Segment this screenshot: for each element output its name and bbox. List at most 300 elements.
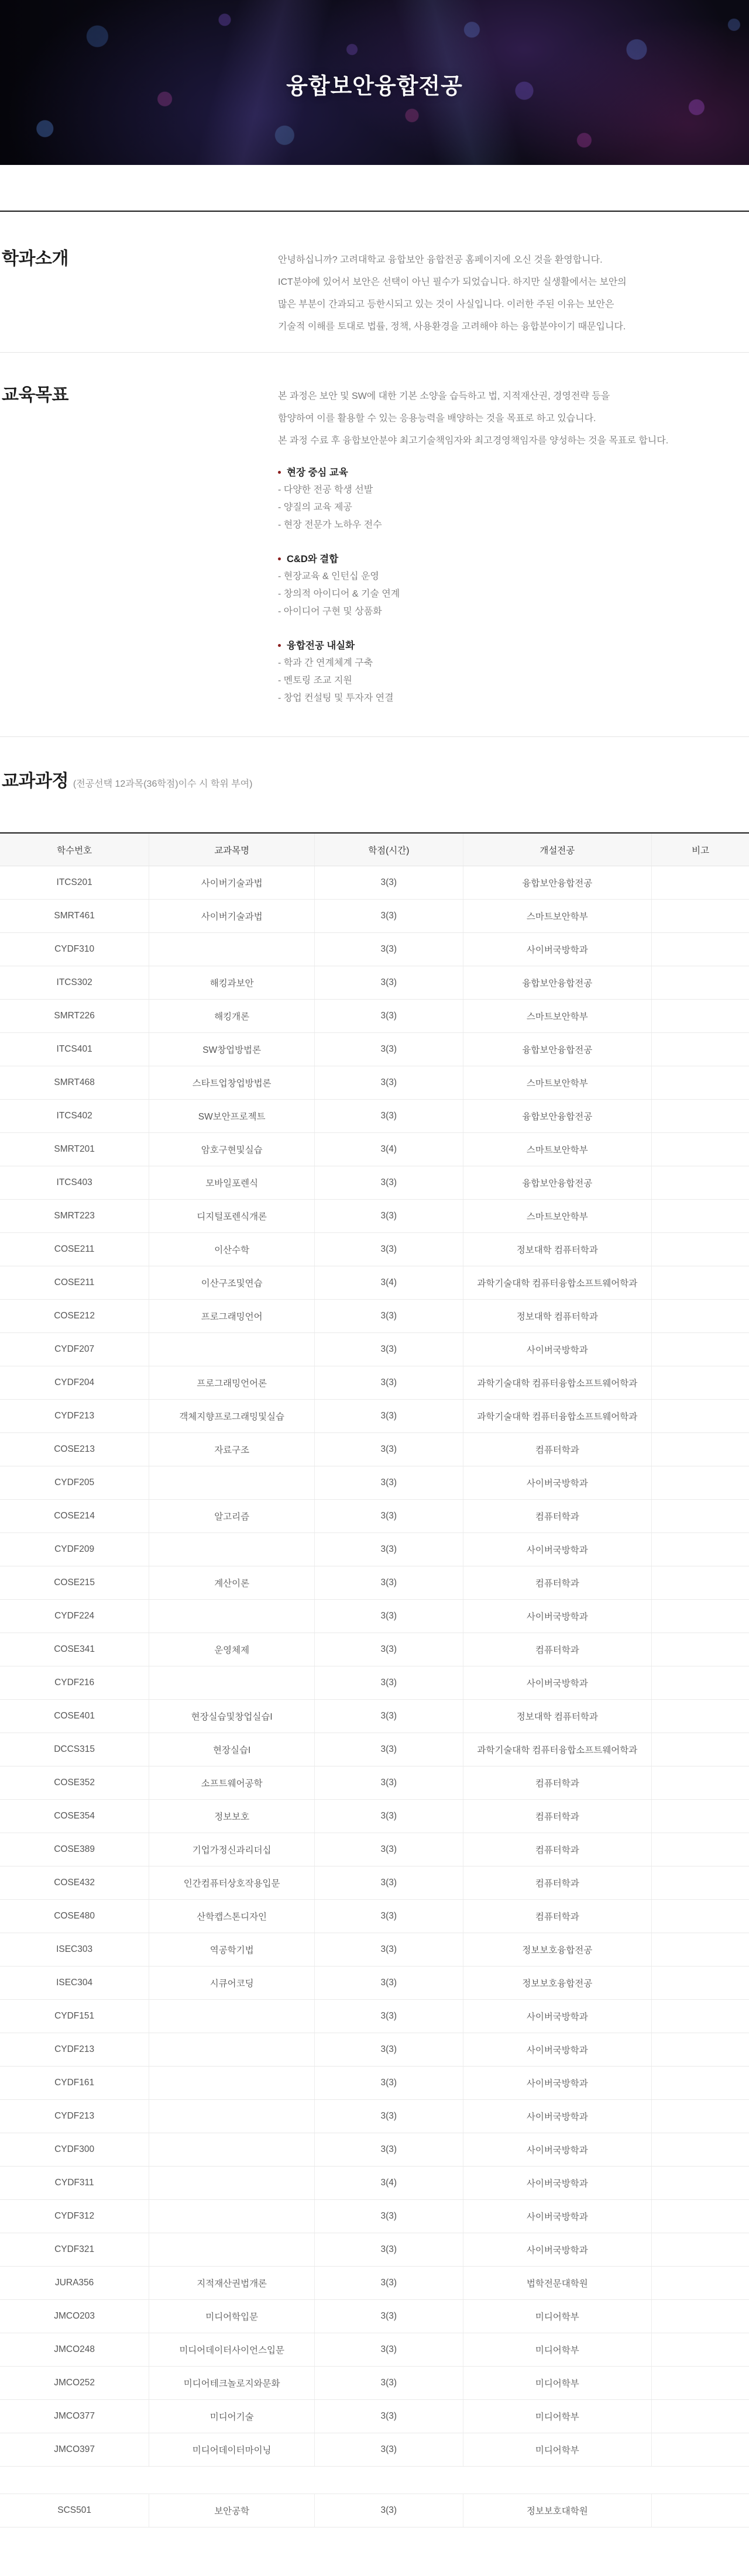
- cell-course-code: SMRT461: [0, 900, 149, 933]
- cell-credits: 3(3): [315, 1666, 463, 1700]
- course-row: [0, 1233, 749, 1266]
- cell-note: [652, 1833, 749, 1866]
- cell-course-code: CYDF204: [0, 1366, 149, 1400]
- cell-course-name: 미디어기술: [149, 2400, 315, 2433]
- cell-note: [652, 2100, 749, 2133]
- cell-credits: 3(3): [315, 1933, 463, 1967]
- cell-credits: 3(3): [315, 1900, 463, 1933]
- cell-course-code: ITCS402: [0, 1100, 149, 1133]
- course-row: [0, 1700, 749, 1733]
- cell-credits: 3(3): [315, 1600, 463, 1633]
- cell-major: 스마트보안학부: [463, 900, 652, 933]
- course-row: [0, 1066, 749, 1100]
- course-row: [0, 900, 749, 933]
- cell-course-code: COSE389: [0, 1833, 149, 1866]
- cell-course-code: COSE480: [0, 1900, 149, 1933]
- cell-note: [652, 1466, 749, 1500]
- curriculum-heading: 교과과정: [2, 772, 68, 791]
- goal-item: - 멘토링 조교 지원: [278, 676, 352, 686]
- course-row: [0, 1033, 749, 1066]
- cell-note: [652, 2267, 749, 2300]
- cell-course-code: SMRT468: [0, 1066, 149, 1100]
- cell-course-name: 계산이론: [149, 1566, 315, 1600]
- cell-course-code: CYDF161: [0, 2067, 149, 2100]
- cell-course-name: 기업가정신과리더십: [149, 1833, 315, 1866]
- cell-course-name: [149, 1333, 315, 1366]
- cell-major: 정보대학 컴퓨터학과: [463, 1233, 652, 1266]
- cell-course-code: CYDF209: [0, 1533, 149, 1566]
- course-row: [0, 1300, 749, 1333]
- cell-credits: 3(3): [315, 1733, 463, 1766]
- course-row: [0, 1100, 749, 1133]
- cell-note: [652, 1533, 749, 1566]
- course-row: [0, 1333, 749, 1366]
- course-row: [0, 1666, 749, 1700]
- course-table: [0, 832, 749, 2467]
- course-row: [0, 1200, 749, 1233]
- cell-major: 컴퓨터학과: [463, 1800, 652, 1833]
- goal-group-field-education: [278, 464, 749, 534]
- cell-credits: 3(3): [315, 2100, 463, 2133]
- cell-course-code: COSE352: [0, 1766, 149, 1800]
- course-row: [0, 1166, 749, 1200]
- cell-note: [652, 2200, 749, 2233]
- cell-course-code: COSE354: [0, 1800, 149, 1833]
- section-goals: [0, 353, 749, 736]
- cell-credits: 3(3): [315, 1466, 463, 1500]
- cell-course-code: JMCO248: [0, 2333, 149, 2367]
- cell-course-name: [149, 2033, 315, 2067]
- cell-course-code: CYDF213: [0, 2100, 149, 2133]
- cell-course-name: 운영체제: [149, 1633, 315, 1666]
- course-row: [0, 1566, 749, 1600]
- cell-note: [652, 1200, 749, 1233]
- cell-course-name: 역공학기법: [149, 1933, 315, 1967]
- cell-credits: 3(3): [315, 1166, 463, 1200]
- cell-course-name: SW창업방법론: [149, 1033, 315, 1066]
- cell-course-name: 해킹개론: [149, 1000, 315, 1033]
- cell-credits: 3(3): [315, 1300, 463, 1333]
- cell-major: 사이버국방학과: [463, 2233, 652, 2267]
- cell-course-name: 객체지향프로그래밍및실습: [149, 1400, 315, 1433]
- cell-course-code: COSE341: [0, 1633, 149, 1666]
- cell-credits: 3(3): [315, 2200, 463, 2233]
- cell-credits: 3(3): [315, 2067, 463, 2100]
- cell-credits: 3(3): [315, 966, 463, 1000]
- course-table-header: [0, 833, 749, 866]
- cell-course-code: JMCO377: [0, 2400, 149, 2433]
- cell-credits: 3(3): [315, 1700, 463, 1733]
- cell-major: 미디어학부: [463, 2367, 652, 2400]
- course-row: [0, 1866, 749, 1900]
- goal-group-cnd: [278, 550, 749, 621]
- cell-major: 스마트보안학부: [463, 1200, 652, 1233]
- cell-course-code: JMCO203: [0, 2300, 149, 2333]
- cell-course-code: SMRT201: [0, 1133, 149, 1166]
- cell-major: 과학기술대학 컴퓨터융합소프트웨어학과: [463, 1266, 652, 1300]
- cell-note: [652, 2000, 749, 2033]
- cell-major: 컴퓨터학과: [463, 1633, 652, 1666]
- course-row: [0, 1366, 749, 1400]
- cell-credits: 3(4): [315, 2167, 463, 2200]
- course-row: [0, 2333, 749, 2367]
- cell-credits: 3(3): [315, 2400, 463, 2433]
- cell-note: [652, 1800, 749, 1833]
- cell-credits: 3(3): [315, 1766, 463, 1800]
- cell-course-name: 암호구현및실습: [149, 1133, 315, 1166]
- cell-note: [652, 1766, 749, 1800]
- course-row: [0, 2133, 749, 2167]
- course-row: [0, 2167, 749, 2200]
- goal-item: - 학과 간 연계체계 구축: [278, 658, 373, 668]
- cell-course-name: 사이버기술과법: [149, 900, 315, 933]
- cell-major: 스마트보안학부: [463, 1133, 652, 1166]
- cell-credits: 3(3): [315, 2267, 463, 2300]
- bullet-icon: [278, 471, 281, 474]
- cell-course-code: COSE212: [0, 1300, 149, 1333]
- goal-group-title: [278, 637, 749, 655]
- cell-note: [652, 1967, 749, 2000]
- cell-major: 미디어학부: [463, 2333, 652, 2367]
- goals-text-line: 함양하여 이를 활용할 수 있는 응용능력을 배양하는 것을 목표로 하고 있습니다.: [278, 414, 596, 423]
- cell-major: 융합보안융합전공: [463, 1166, 652, 1200]
- goals-heading: 교육목표: [2, 385, 68, 405]
- goal-item: - 양질의 교육 제공: [278, 502, 352, 512]
- cell-note: [652, 1300, 749, 1333]
- cell-course-code: ISEC303: [0, 1933, 149, 1967]
- col-header-note: 비고: [652, 833, 749, 866]
- cell-note: [652, 1600, 749, 1633]
- cell-major: 컴퓨터학과: [463, 1433, 652, 1466]
- cell-course-name: 사이버기술과법: [149, 866, 315, 900]
- cell-course-name: 시큐어코딩: [149, 1967, 315, 2000]
- cell-credits: 3(3): [315, 2333, 463, 2367]
- cell-major: 융합보안융합전공: [463, 1033, 652, 1066]
- cell-credits: 3(3): [315, 2000, 463, 2033]
- cell-major: 컴퓨터학과: [463, 1900, 652, 1933]
- cell-major: 사이버국방학과: [463, 2100, 652, 2133]
- cell-major: 정보대학 컴퓨터학과: [463, 1700, 652, 1733]
- cell-course-code: CYDF310: [0, 933, 149, 966]
- goal-item: - 다양한 전공 학생 선발: [278, 485, 373, 495]
- cell-note: [652, 2494, 749, 2527]
- cell-major: 정보보호대학원: [463, 2494, 652, 2527]
- cell-course-name: SW보안프로젝트: [149, 1100, 315, 1133]
- course-row: [0, 2300, 749, 2333]
- cell-major: 컴퓨터학과: [463, 1500, 652, 1533]
- cell-major: 융합보안융합전공: [463, 866, 652, 900]
- cell-course-code: JMCO397: [0, 2433, 149, 2467]
- cell-course-name: 보안공학: [149, 2494, 315, 2527]
- cell-note: [652, 1000, 749, 1033]
- goal-item: - 아이디어 구현 및 상품화: [278, 607, 382, 617]
- hero-banner: [0, 0, 749, 165]
- cell-course-code: SMRT223: [0, 1200, 149, 1233]
- cell-credits: 3(3): [315, 900, 463, 933]
- cell-course-name: 미디어데이터마이닝: [149, 2433, 315, 2467]
- cell-major: 스마트보안학부: [463, 1000, 652, 1033]
- cell-course-name: 미디어데이터사이언스입문: [149, 2333, 315, 2367]
- cell-major: 과학기술대학 컴퓨터융합소프트웨어학과: [463, 1400, 652, 1433]
- cell-major: 사이버국방학과: [463, 2133, 652, 2167]
- cell-major: 융합보안융합전공: [463, 966, 652, 1000]
- cell-course-name: 자료구조: [149, 1433, 315, 1466]
- course-row: [0, 1400, 749, 1433]
- cell-note: [652, 1233, 749, 1266]
- course-row: [0, 2200, 749, 2233]
- cell-major: 융합보안융합전공: [463, 1100, 652, 1133]
- cell-major: 법학전문대학원: [463, 2267, 652, 2300]
- cell-credits: 3(3): [315, 1500, 463, 1533]
- page-title: 융합보안융합전공: [286, 74, 463, 99]
- cell-major: 사이버국방학과: [463, 2000, 652, 2033]
- course-row: [0, 1133, 749, 1166]
- cell-credits: 3(3): [315, 1433, 463, 1466]
- cell-note: [652, 1433, 749, 1466]
- bottom-spacer: [0, 2527, 749, 2576]
- course-row: [0, 1266, 749, 1300]
- cell-note: [652, 1066, 749, 1100]
- goal-group-title-text: 융합전공 내실화: [287, 640, 355, 651]
- goal-group-title-text: C&D와 결합: [287, 554, 339, 564]
- bullet-icon: [278, 557, 281, 560]
- goal-item: - 창의적 아이디어 & 기술 연계: [278, 589, 400, 599]
- cell-major: 사이버국방학과: [463, 1466, 652, 1500]
- cell-course-name: 디지털포렌식개론: [149, 1200, 315, 1233]
- cell-course-name: 현장실습및창업실습I: [149, 1700, 315, 1733]
- cell-note: [652, 1933, 749, 1967]
- cell-course-code: CYDF216: [0, 1666, 149, 1700]
- cell-credits: 3(3): [315, 2494, 463, 2527]
- cell-course-code: JMCO252: [0, 2367, 149, 2400]
- cell-course-name: 미디어학입문: [149, 2300, 315, 2333]
- cell-credits: 3(4): [315, 1266, 463, 1300]
- bullet-icon: [278, 644, 281, 647]
- cell-course-code: ISEC304: [0, 1967, 149, 2000]
- cell-note: [652, 2067, 749, 2100]
- cell-course-name: 이산수학: [149, 1233, 315, 1266]
- cell-note: [652, 1266, 749, 1300]
- cell-course-code: ITCS401: [0, 1033, 149, 1066]
- course-row: [0, 1533, 749, 1566]
- cell-note: [652, 900, 749, 933]
- cell-course-name: [149, 1466, 315, 1500]
- cell-course-name: 스타트업창업방법론: [149, 1066, 315, 1100]
- goal-item: - 창업 컨설팅 및 투자자 연결: [278, 693, 394, 703]
- cell-course-name: [149, 1533, 315, 1566]
- cell-course-code: COSE214: [0, 1500, 149, 1533]
- cell-credits: 3(3): [315, 2233, 463, 2267]
- cell-course-name: [149, 2233, 315, 2267]
- cell-credits: 3(3): [315, 1233, 463, 1266]
- goal-group-title: [278, 550, 749, 568]
- intro-text-line: ICT분야에 있어서 보안은 선택이 아닌 필수가 되었습니다. 하지만 실생활에서는 보안의: [278, 277, 627, 287]
- intro-body: [278, 249, 749, 338]
- goals-body: [278, 385, 749, 707]
- cell-course-name: [149, 2167, 315, 2200]
- cell-credits: 3(3): [315, 1633, 463, 1666]
- course-row: [0, 966, 749, 1000]
- cell-note: [652, 1500, 749, 1533]
- cell-course-code: CYDF312: [0, 2200, 149, 2233]
- course-row: [0, 2400, 749, 2433]
- header-row: [0, 833, 749, 866]
- col-header-credits: 학점(시간): [315, 833, 463, 866]
- cell-course-name: 산학캡스톤디자인: [149, 1900, 315, 1933]
- cell-major: 정보대학 컴퓨터학과: [463, 1300, 652, 1333]
- course-row: [0, 866, 749, 900]
- cell-major: 컴퓨터학과: [463, 1833, 652, 1866]
- cell-credits: 3(3): [315, 2133, 463, 2167]
- cell-course-code: COSE211: [0, 1266, 149, 1300]
- cell-course-name: 알고리즘: [149, 1500, 315, 1533]
- course-table-body: [0, 866, 749, 2467]
- cell-credits: 3(3): [315, 1200, 463, 1233]
- cell-note: [652, 1033, 749, 1066]
- cell-course-code: CYDF300: [0, 2133, 149, 2167]
- course-row: [0, 2494, 749, 2527]
- cell-major: 미디어학부: [463, 2433, 652, 2467]
- goal-group-title-text: 현장 중심 교육: [287, 467, 348, 478]
- cell-note: [652, 2167, 749, 2200]
- cell-major: 사이버국방학과: [463, 1333, 652, 1366]
- cell-note: [652, 1666, 749, 1700]
- cell-major: 미디어학부: [463, 2300, 652, 2333]
- cell-course-code: COSE211: [0, 1233, 149, 1266]
- cell-major: 사이버국방학과: [463, 1533, 652, 1566]
- cell-course-code: JURA356: [0, 2267, 149, 2300]
- cell-credits: 3(3): [315, 2433, 463, 2467]
- cell-note: [652, 2033, 749, 2067]
- cell-note: [652, 2333, 749, 2367]
- curriculum-subtitle: (전공선택 12과목(36학점)이수 시 학위 부여): [73, 779, 253, 789]
- cell-note: [652, 966, 749, 1000]
- cell-note: [652, 2367, 749, 2400]
- cell-note: [652, 2400, 749, 2433]
- cell-note: [652, 1133, 749, 1166]
- cell-credits: 3(4): [315, 1133, 463, 1166]
- cell-credits: 3(3): [315, 2300, 463, 2333]
- cell-course-code: CYDF205: [0, 1466, 149, 1500]
- cell-course-name: [149, 933, 315, 966]
- cell-course-code: ITCS201: [0, 866, 149, 900]
- section-intro: [0, 212, 749, 352]
- section-curriculum: [0, 737, 749, 792]
- course-row: [0, 2000, 749, 2033]
- course-row: [0, 1733, 749, 1766]
- cell-major: 사이버국방학과: [463, 933, 652, 966]
- cell-credits: 3(3): [315, 1366, 463, 1400]
- col-header-course-name: 교과목명: [149, 833, 315, 866]
- course-row: [0, 1000, 749, 1033]
- cell-major: 정보보호융합전공: [463, 1967, 652, 2000]
- goal-group-convergence: [278, 637, 749, 707]
- cell-note: [652, 1566, 749, 1600]
- intro-text-line: 기술적 이해를 토대로 법률, 정책, 사용환경을 고려해야 하는 융합분야이기 때문입니다.: [278, 322, 626, 332]
- cell-note: [652, 1633, 749, 1666]
- cell-credits: 3(3): [315, 2367, 463, 2400]
- cell-course-name: [149, 2067, 315, 2100]
- course-row: [0, 1500, 749, 1533]
- cell-credits: 3(3): [315, 1533, 463, 1566]
- cell-course-name: [149, 1666, 315, 1700]
- cell-course-code: CYDF207: [0, 1333, 149, 1366]
- cell-major: 정보보호융합전공: [463, 1933, 652, 1967]
- cell-credits: 3(3): [315, 1333, 463, 1366]
- cell-note: [652, 933, 749, 966]
- cell-course-code: COSE213: [0, 1433, 149, 1466]
- cell-major: 사이버국방학과: [463, 2067, 652, 2100]
- cell-course-code: CYDF311: [0, 2167, 149, 2200]
- cell-course-name: [149, 2100, 315, 2133]
- goal-group-title: [278, 464, 749, 481]
- cell-course-name: 정보보호: [149, 1800, 315, 1833]
- cell-major: 스마트보안학부: [463, 1066, 652, 1100]
- cell-course-code: SMRT226: [0, 1000, 149, 1033]
- cell-credits: 3(3): [315, 1066, 463, 1100]
- cell-course-name: [149, 1600, 315, 1633]
- cell-course-code: CYDF213: [0, 1400, 149, 1433]
- cell-course-code: CYDF213: [0, 2033, 149, 2067]
- cell-credits: 3(3): [315, 1967, 463, 2000]
- course-row: [0, 1800, 749, 1833]
- cell-credits: 3(3): [315, 933, 463, 966]
- cell-course-code: ITCS302: [0, 966, 149, 1000]
- cell-course-name: [149, 2000, 315, 2033]
- cell-credits: 3(3): [315, 1100, 463, 1133]
- col-header-major: 개설전공: [463, 833, 652, 866]
- cell-course-code: CYDF151: [0, 2000, 149, 2033]
- cell-major: 사이버국방학과: [463, 1600, 652, 1633]
- cell-course-code: COSE215: [0, 1566, 149, 1600]
- cell-note: [652, 1900, 749, 1933]
- cell-course-name: [149, 2200, 315, 2233]
- cell-credits: 3(3): [315, 1866, 463, 1900]
- cell-credits: 3(3): [315, 1000, 463, 1033]
- course-row: [0, 1466, 749, 1500]
- cell-course-code: DCCS315: [0, 1733, 149, 1766]
- intro-text-line: 많은 부분이 간과되고 등한시되고 있는 것이 사실입니다. 이러한 주된 이유는 보안은: [278, 299, 614, 309]
- cell-course-code: SCS501: [0, 2494, 149, 2527]
- course-row: [0, 1600, 749, 1633]
- goals-text-line: 본 과정 수료 후 융합보안분야 최고기술책임자와 최고경영책임자를 양성하는 것을 목표로 합니다.: [278, 436, 669, 446]
- cell-course-code: CYDF321: [0, 2233, 149, 2267]
- course-row: [0, 1900, 749, 1933]
- course-row: [0, 1433, 749, 1466]
- course-row: [0, 2067, 749, 2100]
- course-row: [0, 2233, 749, 2267]
- cell-major: 사이버국방학과: [463, 1666, 652, 1700]
- cell-note: [652, 1100, 749, 1133]
- course-row: [0, 1633, 749, 1666]
- cell-course-name: 소프트웨어공학: [149, 1766, 315, 1800]
- cell-major: 사이버국방학과: [463, 2033, 652, 2067]
- cell-note: [652, 1333, 749, 1366]
- cell-course-code: COSE401: [0, 1700, 149, 1733]
- cell-credits: 3(3): [315, 2033, 463, 2067]
- cell-note: [652, 1700, 749, 1733]
- cell-major: 사이버국방학과: [463, 2167, 652, 2200]
- cell-note: [652, 1366, 749, 1400]
- cell-major: 사이버국방학과: [463, 2200, 652, 2233]
- cell-credits: 3(3): [315, 1033, 463, 1066]
- cell-major: 컴퓨터학과: [463, 1766, 652, 1800]
- graduate-course-table: [0, 2494, 749, 2527]
- cell-course-name: 이산구조및연습: [149, 1266, 315, 1300]
- course-row: [0, 933, 749, 966]
- cell-course-name: 미디어테크놀로지와문화: [149, 2367, 315, 2400]
- cell-major: 과학기술대학 컴퓨터융합소프트웨어학과: [463, 1366, 652, 1400]
